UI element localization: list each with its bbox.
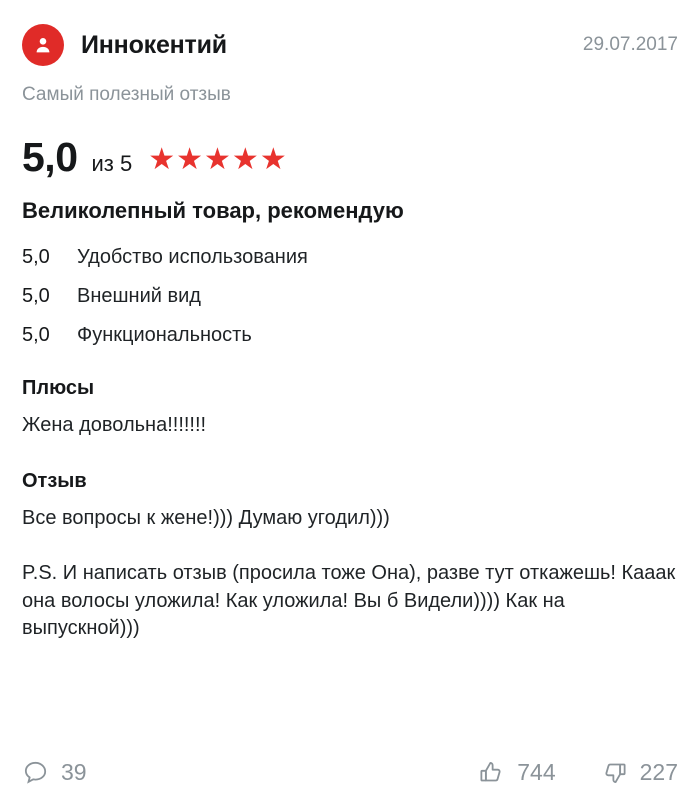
likes-count: 744 (517, 759, 556, 785)
dislike-button[interactable] (601, 759, 678, 786)
criteria-score: 5,0 (22, 285, 50, 307)
criteria-score: 5,0 (22, 246, 50, 268)
review-body-paragraph-1: Все вопросы к жене!))) Думаю угодил))) (22, 506, 390, 529)
star-rating-icon: ★★★★★ (148, 143, 288, 176)
criteria-row (22, 324, 678, 347)
criteria-label: Функциональность (77, 324, 252, 346)
review-date: 29.07.2017 (582, 34, 678, 55)
thumbs-down-icon (601, 759, 628, 786)
pros-text: Жена довольна!!!!!!! (22, 414, 207, 436)
review-subtitle: Самый полезный отзыв (22, 84, 231, 105)
criteria-row (22, 285, 678, 308)
dislikes-count: 227 (639, 759, 678, 785)
criteria-label: Удобство использования (77, 246, 308, 268)
review-body-paragraph-2: P.S. И написать отзыв (просила тоже Она), разве тут откажешь! Кааак она волосы уложила! Как уложила! Вы б Видели)))) Как на выпускной))) (22, 562, 676, 640)
review-body-section (22, 470, 678, 643)
review-header (22, 22, 678, 68)
vote-group (478, 759, 678, 786)
criteria-list (22, 246, 678, 347)
author-name[interactable]: Иннокентий (81, 30, 227, 59)
pros-section (22, 377, 678, 440)
criteria-row (22, 246, 678, 269)
review-footer (22, 759, 678, 786)
criteria-label: Внешний вид (77, 285, 201, 307)
comments-count: 39 (61, 759, 87, 785)
review-body-title: Отзыв (22, 469, 87, 492)
like-button[interactable] (478, 759, 555, 786)
criteria-score: 5,0 (22, 324, 50, 346)
review-headline: Великолепный товар, рекомендую (22, 198, 404, 223)
avatar[interactable] (22, 24, 64, 66)
thumbs-up-icon (478, 759, 505, 786)
comments-button[interactable] (22, 759, 87, 786)
rating-scale-label: из 5 (91, 151, 133, 176)
pros-title: Плюсы (22, 377, 95, 399)
rating-row (22, 134, 678, 181)
user-icon (32, 34, 54, 56)
comment-icon (22, 759, 49, 786)
rating-value: 5,0 (22, 134, 78, 180)
